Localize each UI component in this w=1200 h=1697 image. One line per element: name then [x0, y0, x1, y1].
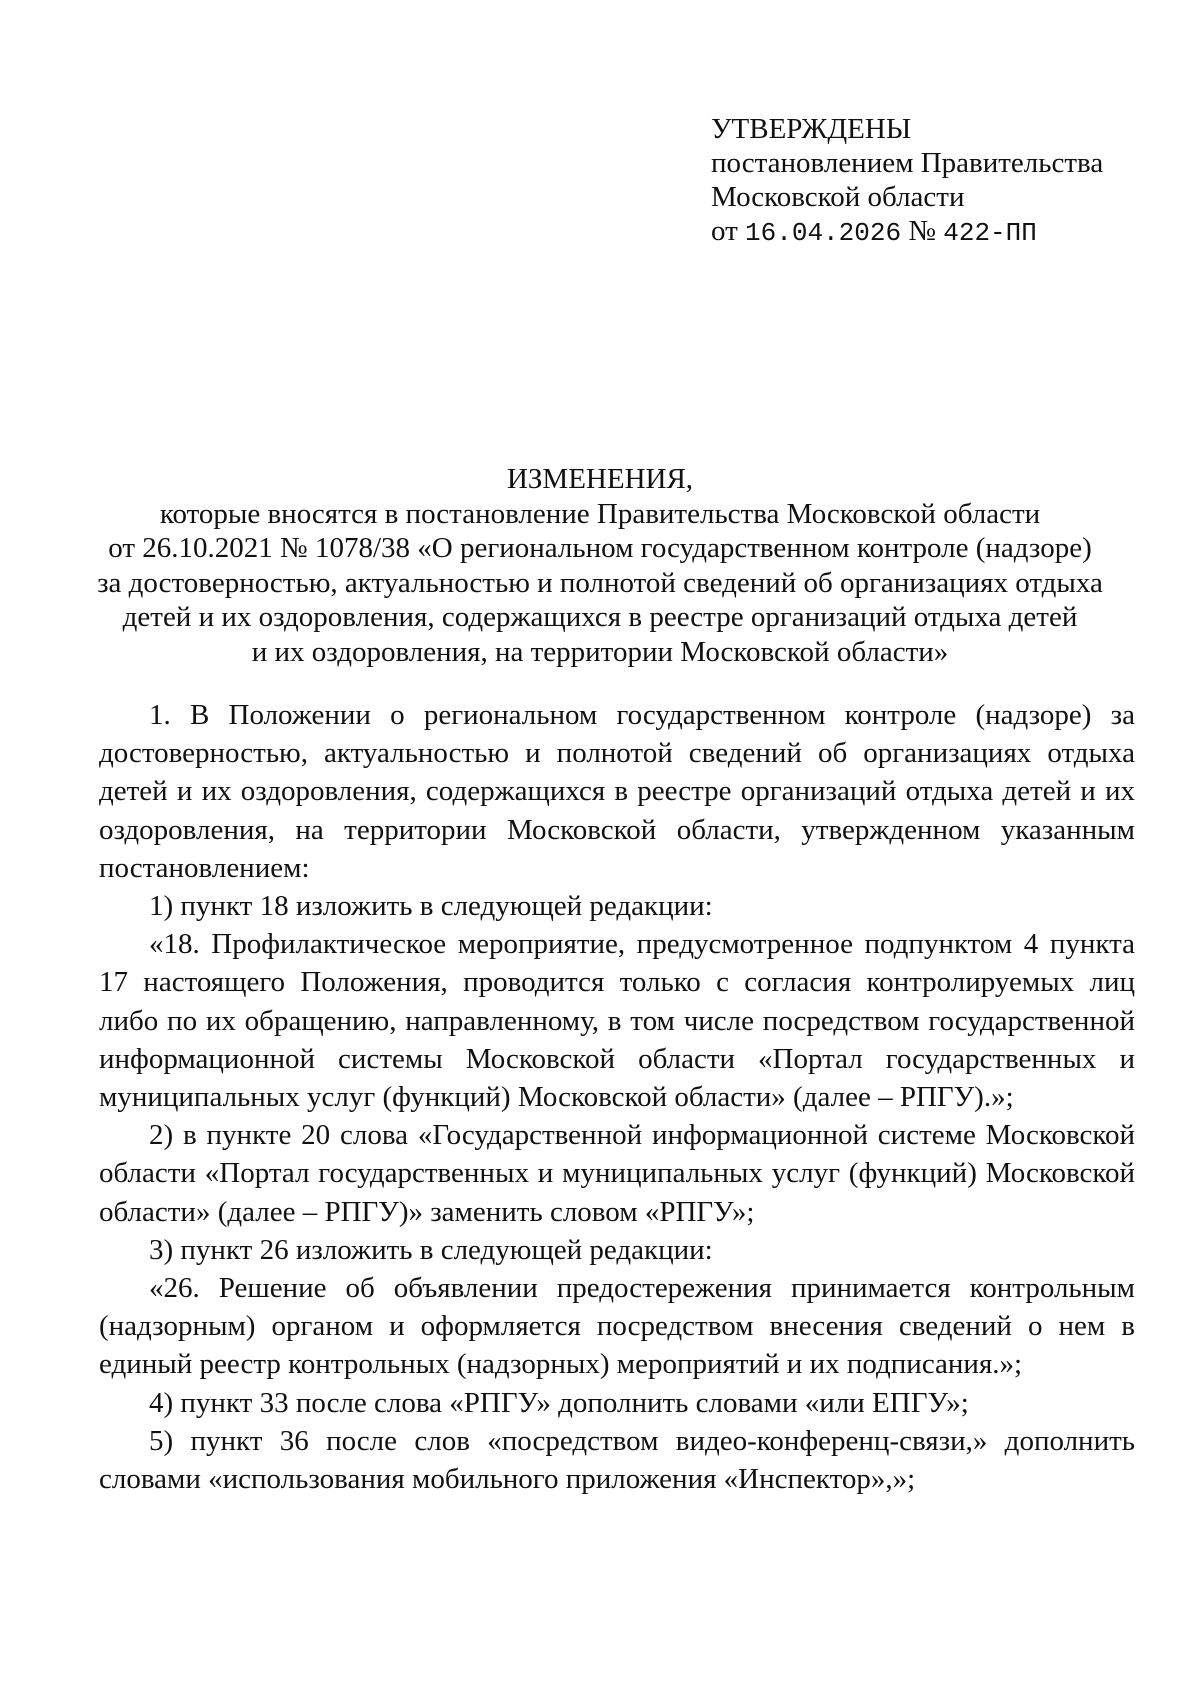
number-sign: №: [901, 215, 944, 247]
paragraph-7: 4) пункт 33 после слова «РПГУ» дополнить словами «или ЕПГУ»;: [149, 1386, 969, 1419]
document-title: [60, 462, 1140, 669]
approval-number: 422-ПП: [943, 218, 1037, 248]
approval-stamp: [711, 112, 1151, 250]
title-line: и их оздоровления, на территории Московской области»: [251, 635, 949, 668]
approval-line-2: Московской области: [711, 181, 965, 213]
paragraph-4: 2) в пункте 20 слова «Государственной информационной системе Московской области «Портал государственных и муниципальных услуг (функций) Московской области» (далее – РПГУ)» заменить словом «РПГУ»;: [99, 1119, 1135, 1228]
approval-date: 16.04.2026: [745, 218, 902, 248]
approval-heading: УТВЕРЖДЕНЫ: [711, 113, 912, 145]
paragraph-3: «18. Профилактическое мероприятие, предусмотренное подпунктом 4 пункта 17 настоящего Положения, проводится только с согласия контролируемых лиц либо по их обращению, направленному, в том числе посредством государственной информационной системы Московской области «Портал государственных и муниципальных услуг (функций) Московской области» (далее – РПГУ).»;: [99, 928, 1135, 1114]
paragraph-5: 3) пункт 26 изложить в следующей редакции:: [149, 1233, 713, 1266]
approval-date-line: [711, 214, 1151, 250]
title-line: от 26.10.2021 № 1078/38 «О региональном государственном контроле (надзоре): [108, 532, 1092, 564]
paragraph-6: «26. Решение об объявлении предостережения принимается контрольным (надзорным) органом и оформляется посредством внесения сведений о нем в единый реестр контрольных (надзорных) мероприятий и их подписания.»;: [99, 1272, 1135, 1381]
title-line: детей и их оздоровления, содержащихся в реестре организаций отдыха детей: [122, 601, 1078, 633]
title-line: которые вносятся в постановление Правительства Московской области: [159, 497, 1041, 530]
paragraph-1: 1. В Положении о региональном государственном контроле (надзоре) за достоверностью, актуальностью и полнотой сведений об организациях отдыха детей и их оздоровления, содержащихся в реестре организаций отдыха детей и их оздоровления, на территории Московской области, утвержденном указанным постановлением:: [99, 699, 1135, 884]
document-body: [99, 696, 1135, 1498]
title-heading: ИЗМЕНЕНИЯ,: [506, 463, 694, 495]
approval-line-1: постановлением Правительства: [711, 147, 1104, 179]
paragraph-8: 5) пункт 36 после слов «посредством видео-конференц-связи,» дополнить словами «использования мобильного приложения «Инспектор»,»;: [99, 1424, 1135, 1496]
date-prefix: от: [711, 215, 746, 247]
title-line: за достоверностью, актуальностью и полнотой сведений об организациях отдыха: [97, 566, 1103, 599]
paragraph-2: 1) пункт 18 изложить в следующей редакции:: [149, 890, 713, 923]
